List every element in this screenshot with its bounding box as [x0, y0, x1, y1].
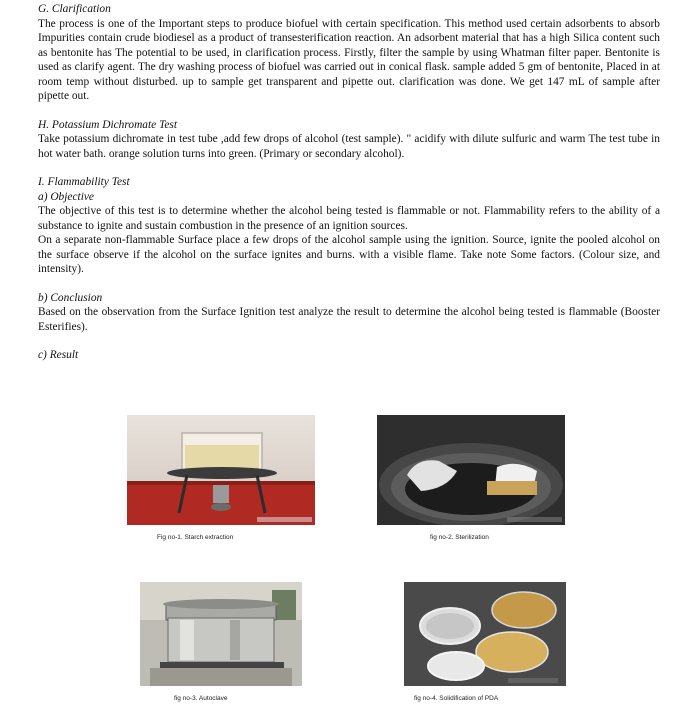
section-h-paragraph: Take potassium dichromate in test tube ,add few drops of alcohol (test sample). " acidify with dilute sulfuric and warm The test tube in hot water bath. orange solution turns into green. (Primary or secondary alcohol).: [38, 133, 660, 160]
section-g-paragraph: The process is one of the Important steps to produce biofuel with certain specification. This method used certain adsorbents to absorb Impurities contain crude biodiesel as a product of transesterification reaction. An adsorbent material that has a high Silica content such as bentonite has The potential to be used, in clarification process. Firstly, filter the sample by using Whatman filter paper. Bentonite is used as clarify agent. The dry washing process of biofuel was carried out in conical flask. sample added 5 gm of bentonite, Placed in at room temp without disturbed. up to sample get transparent and pipette out. clarification was done. We get 147 mL of sample after pipette out.: [38, 17, 660, 102]
document-body: [38, 2, 660, 363]
objective-paragraph-1: The objective of this test is to determine whether the alcohol being tested is flammable or not. Flammability refers to the ability of a substance to ignite and sustain combustion in the presence of an ignition sources.: [38, 205, 660, 232]
result-heading: c) Result: [38, 349, 79, 361]
objective-heading: a) Objective: [38, 190, 94, 203]
figure-4-caption: fig no-4. Solidification of PDA: [414, 695, 499, 702]
figure-1-image: [127, 415, 315, 525]
section-g-heading: G. Clarification: [38, 3, 111, 15]
conclusion-paragraph: Based on the observation from the Surface Ignition test analyze the result to determine the alcohol being tested is flammable (Booster Esterifies).: [38, 306, 660, 333]
section-i-heading: I. Flammability Test: [38, 176, 130, 188]
figure-2-image: [377, 415, 565, 525]
figure-3-caption: fig no-3. Autoclave: [174, 695, 228, 702]
objective-paragraph-2: On a separate non-flammable Surface place a few drops of the alcohol sample using the ignition. Source, ignite the pooled alcohol on the surface observe if the alcohol on the surface ignites and burns. with a visible flame. Take note Some factors. (Colour size, and intensity).: [38, 234, 660, 275]
figure-2-caption: fig no-2. Sterilization: [430, 534, 489, 541]
figure-4-image: [404, 582, 566, 686]
section-h-heading: H. Potassium Dichromate Test: [38, 118, 178, 131]
figure-3-image: [140, 582, 302, 686]
figure-1-caption: Fig no-1. Starch extraction: [157, 534, 234, 541]
conclusion-heading: b) Conclusion: [38, 291, 103, 304]
